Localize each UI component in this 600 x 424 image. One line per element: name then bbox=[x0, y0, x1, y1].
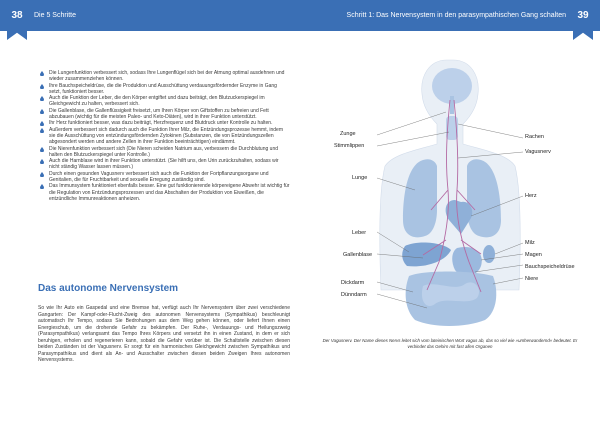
list-item-text: Ihre Bauchspeicheldrüse, die die Produktion und Ausschüttung verdauungsfördernder Enzyme in Gang setzt, funktioniert besser. bbox=[49, 82, 277, 95]
droplet-icon bbox=[40, 121, 44, 126]
droplet-icon bbox=[40, 96, 44, 101]
list-item-text: Außerdem verbessert sich dadurch auch die Funktion Ihrer Milz, die Entzündungsprozesse hemmt, indem sie die Ausschüttung von entzündungsfördernden Zytokinen (Substanzen, die von Entzündungszellen abgesondert werden und andere Zellen in ihrer Funktion beeinträchtigen) eindämmt. bbox=[49, 126, 284, 146]
benefit-list bbox=[40, 70, 290, 202]
list-item bbox=[40, 158, 290, 171]
page-number-right: 39 bbox=[577, 10, 589, 21]
label-niere: Niere bbox=[525, 276, 539, 282]
list-item-text: Auch die Funktion der Leber, die den Körper entgiftet und dazu beiträgt, den Blutzuckerspiegel im Gleichgewicht zu halten, verbessert sich. bbox=[49, 95, 265, 108]
running-title-left: Die 5 Schritte bbox=[34, 12, 77, 19]
label-magen: Magen bbox=[525, 252, 542, 258]
droplet-icon bbox=[40, 159, 44, 164]
droplet-icon bbox=[40, 84, 44, 89]
label-milz: Milz bbox=[525, 240, 535, 246]
label-gallenblase: Gallenblase bbox=[343, 252, 373, 258]
label-zunge: Zunge bbox=[340, 131, 356, 137]
list-item bbox=[40, 127, 290, 146]
list-item bbox=[40, 146, 290, 159]
label-dickdarm: Dickdarm bbox=[341, 280, 365, 286]
list-item-text: Die Lungenfunktion verbessert sich, sodass Ihre Lungenflügel sich bei der Atmung optimal ausdehnen und wieder zusammenziehen können. bbox=[49, 70, 285, 83]
label-duenndarm: Dünndarm bbox=[341, 292, 367, 298]
droplet-icon bbox=[40, 172, 44, 177]
label-leber: Leber bbox=[352, 230, 367, 236]
label-stimmlippen: Stimmlippen bbox=[334, 143, 365, 149]
list-item bbox=[40, 183, 290, 202]
figure-caption: Der Vagusnerv. Der Name dieses Nervs leitet sich vom lateinischen Wort vagus ab, das so viel wie »umherwandernd« bedeutet. Er verbindet das Gehirn mit fast allen Organen bbox=[322, 338, 578, 349]
section-body-text: So wie Ihr Auto ein Gaspedal und eine Bremse hat, verfügt auch Ihr Nervensystem über zwei verschiedene Gangarten: Der Kampf-oder-Flucht-Zweig des autonomen Nervensystems (Sympathikus) beschleunigt automatisch Ihr Tempo, sodass Sie Bedrohungen aus dem Weg gehen können, oder liefert Ihnen einen Energieschub, um die drohende Gefahr zu bekämpfen. Der Ruhe-, Verdauungs- und Heilungszweig (Parasympathikus) verlangsamt das Tempo Ihres Körpers und versetzt ihn in einen Zustand, in dem er sich beruhigen, erholen und regenerieren kann, sobald die Gefahr vorüber ist. Die Schaltstelle zwischen diesen beiden Zuständen ist der Vagusnerv. Er sorgt für ein harmonisches Gleichgewicht zwischen Sympathikus und Parasympathikus und dient als An- und Ausschalter zwischen diesen beiden Zweigen Ihres autonomen Nervensystems. bbox=[38, 305, 290, 363]
list-item bbox=[40, 83, 290, 96]
section-heading: Das autonome Nervensystem bbox=[38, 283, 179, 294]
running-title-right: Schritt 1: Das Nervensystem in den parasympathischen Gang schalten bbox=[346, 12, 566, 19]
list-item-text: Die Gallenblase, die Gallenflüssigkeit freisetzt, um Ihren Körper von Giftstoffen zu befreien und Fett abzubauen (wichtig für die meisten Paleo- und Keto-Diäten), wird in ihrer Funktion unterstützt. bbox=[49, 107, 269, 121]
spleen bbox=[483, 245, 495, 263]
label-rachen: Rachen bbox=[525, 134, 544, 140]
droplet-icon bbox=[40, 71, 44, 76]
label-herz: Herz bbox=[525, 193, 537, 199]
droplet-icon bbox=[40, 109, 44, 114]
vagus-nerve-illustration bbox=[305, 40, 595, 380]
label-vagusnerv: Vagusnerv bbox=[525, 149, 551, 155]
droplet-icon bbox=[40, 184, 44, 189]
list-item bbox=[40, 108, 290, 121]
page-number-left: 38 bbox=[11, 10, 23, 21]
list-item bbox=[40, 171, 290, 184]
list-item-text: Auch die Harnblase wird in ihrer Funktion unterstützt. (Sie hilft uns, den Urin zurückzuhalten, sodass wir nicht ständig Wasser lassen müssen.) bbox=[49, 158, 279, 171]
list-item-text: Durch einen gesunden Vagusnerv verbessert sich auch die Funktion der Fortpflanzungsorgane und Genitalien, die für Fruchtbarkeit und sexuelle Erregung zuständig sind. bbox=[49, 170, 269, 184]
list-item bbox=[40, 70, 290, 83]
list-item-text: Ihr Herz funktioniert besser, was dazu beiträgt, Herzfrequenz und Blutdruck unter Kontrolle zu halten. bbox=[49, 120, 273, 127]
label-bauchspeicheldruese: Bauchspeicheldrüse bbox=[525, 264, 575, 270]
label-lunge: Lunge bbox=[352, 175, 368, 181]
droplet-icon bbox=[40, 147, 44, 152]
list-item-text: Die Nierenfunktion verbessert sich (Die Nieren scheiden Natrium aus, verbessern die Durchblutung und halten den Blutzuckerspiegel unter Kontrolle.) bbox=[49, 145, 279, 158]
list-item-text: Das Immunsystem funktioniert ebenfalls besser. Eine gut funktionierende körpereigene Abwehr ist wichtig für die Regulation von Entzündungsprozessen und das Abschalten der Produktion von Eiweißen, die entzündliche Immunreaktionen anheizen. bbox=[49, 183, 290, 202]
droplet-icon bbox=[40, 128, 44, 133]
list-item bbox=[40, 95, 290, 108]
